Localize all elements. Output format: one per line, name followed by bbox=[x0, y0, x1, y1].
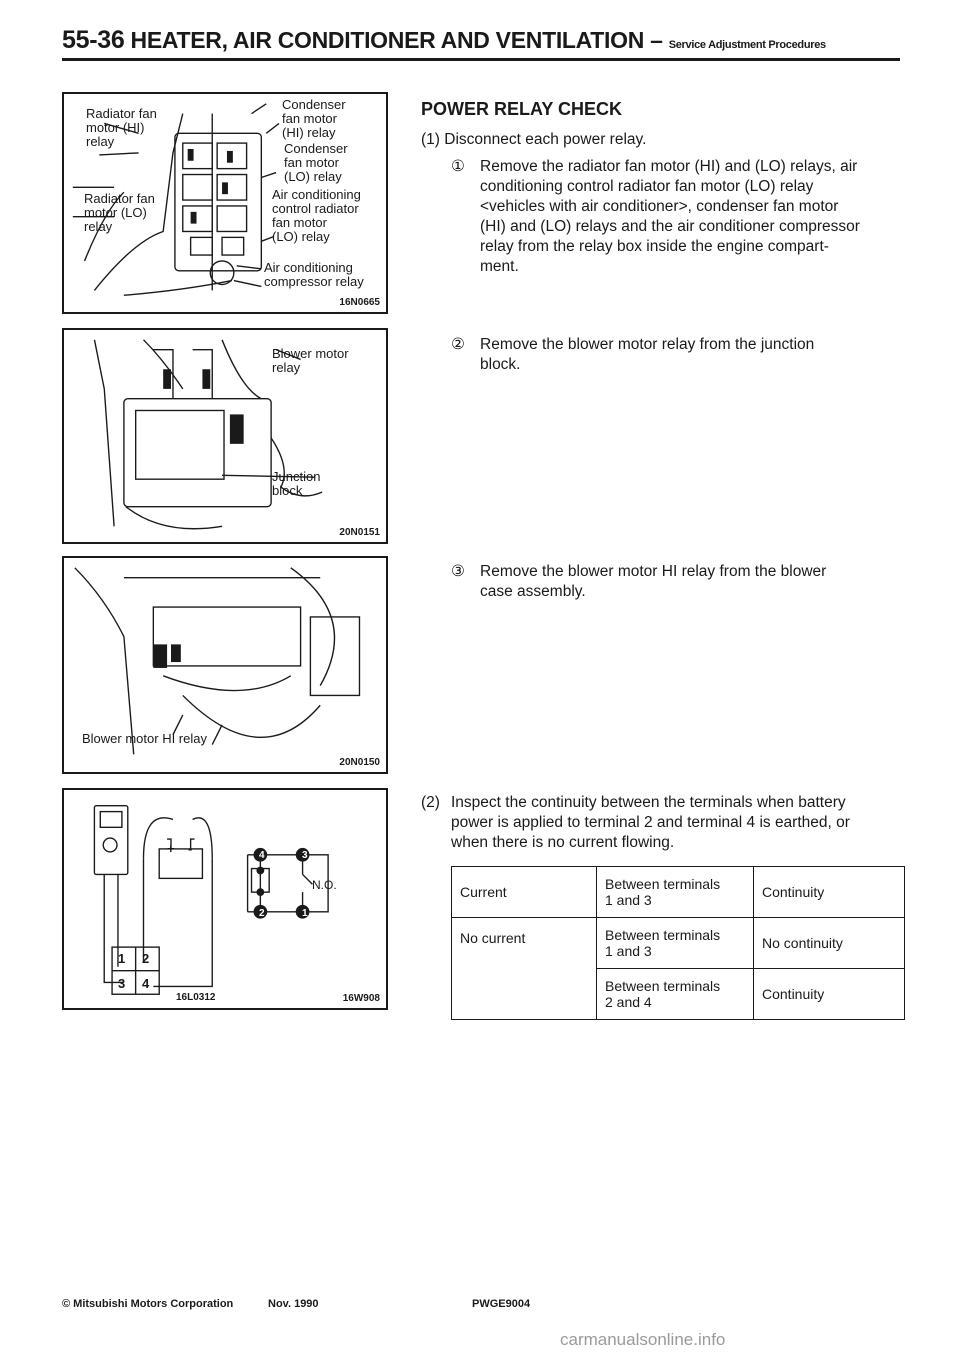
label-blower-motor-relay bbox=[272, 347, 349, 375]
step-1-3-text bbox=[480, 562, 910, 602]
result-cell: No continuity bbox=[754, 918, 905, 969]
step-1-3-number: ③ bbox=[451, 563, 465, 580]
section-subtitle: Service Adjustment Procedures bbox=[668, 39, 826, 51]
label-blower-motor-hi-relay: Blower motor HI relay bbox=[82, 731, 207, 746]
chapter-title: HEATER, AIR CONDITIONER AND VENTILATION bbox=[130, 27, 645, 53]
label-line: relay bbox=[86, 134, 115, 149]
figure-code: 20N0151 bbox=[339, 527, 380, 538]
terminals-cell bbox=[597, 918, 754, 969]
label-ac-compressor-relay bbox=[264, 261, 364, 289]
label-line: relay bbox=[272, 360, 301, 375]
label-line: (HI) relay bbox=[282, 125, 336, 140]
label-line: fan motor bbox=[284, 155, 339, 170]
current-cell: Current bbox=[452, 867, 597, 918]
label-line: (LO) relay bbox=[284, 169, 342, 184]
text-line: (HI) and (LO) relays and the air conditioner compressor bbox=[480, 218, 860, 235]
label-condenser-fan-hi bbox=[282, 98, 346, 140]
text-line: Between terminals bbox=[605, 876, 721, 892]
text-line: Remove the blower motor HI relay from the blower bbox=[480, 563, 827, 580]
result-cell: Continuity bbox=[754, 867, 905, 918]
label-line: Radiator fan bbox=[84, 191, 155, 206]
label-line: Air conditioning bbox=[272, 187, 361, 202]
pin-1: 1 bbox=[302, 908, 308, 919]
text-line: Remove the blower motor relay from the junction bbox=[480, 336, 815, 353]
step-1 bbox=[421, 130, 646, 150]
text-line: relay from the relay box inside the engine compart- bbox=[480, 238, 829, 255]
figure-junction-block bbox=[62, 328, 388, 544]
battery-plus: + bbox=[167, 841, 175, 856]
test-circuit-diagram bbox=[64, 790, 386, 1008]
text-line: block. bbox=[480, 356, 521, 373]
label-line: Air conditioning bbox=[264, 260, 353, 275]
step-2-text bbox=[451, 793, 911, 853]
text-line: Between terminals bbox=[605, 978, 721, 994]
section-title: POWER RELAY CHECK bbox=[421, 99, 623, 119]
label-line: fan motor bbox=[282, 111, 337, 126]
relay-terminal-3: 3 bbox=[118, 976, 126, 991]
label-line: block bbox=[272, 483, 303, 498]
label-line: Junction bbox=[272, 469, 321, 484]
current-cell: No current bbox=[452, 918, 597, 1020]
figure-code: 16W908 bbox=[342, 993, 380, 1004]
text-line: 2 and 4 bbox=[605, 994, 652, 1010]
text-line: <vehicles with air conditioner>, condenser fan motor bbox=[480, 198, 839, 215]
text-line: ment. bbox=[480, 258, 519, 275]
step-2-number: (2) bbox=[421, 794, 440, 811]
terminals-cell bbox=[597, 867, 754, 918]
label-line: Condenser bbox=[282, 97, 346, 112]
label-ac-control-relay bbox=[272, 188, 361, 244]
text-line: 1 and 3 bbox=[605, 892, 652, 908]
figure-relay-box bbox=[62, 92, 388, 314]
footer-code: PWGE9004 bbox=[472, 1298, 531, 1310]
figure-blower-hi-relay bbox=[62, 556, 388, 774]
figure-code-2: 16L0312 bbox=[176, 992, 216, 1003]
step-1-2-text bbox=[480, 335, 910, 375]
label-line: motor (HI) bbox=[86, 120, 145, 135]
figure-test-circuit bbox=[62, 788, 388, 1010]
pin-4: 4 bbox=[259, 850, 265, 861]
continuity-table bbox=[451, 866, 905, 1020]
header-rule bbox=[62, 58, 900, 61]
figure-code: 16N0665 bbox=[339, 297, 380, 308]
page-number: 55-36 bbox=[62, 26, 125, 54]
label-junction-block bbox=[272, 470, 320, 498]
label-line: fan motor bbox=[272, 215, 327, 230]
label-line: relay bbox=[84, 219, 113, 234]
footer-copyright: © Mitsubishi Motors Corporation bbox=[62, 1298, 234, 1310]
label-line: control radiator bbox=[272, 201, 359, 216]
page-header bbox=[62, 26, 826, 55]
text-line: case assembly. bbox=[480, 583, 586, 600]
text-line: conditioning control radiator fan motor (LO) relay bbox=[480, 178, 814, 195]
header-dash: – bbox=[650, 27, 663, 53]
label-radiator-fan-lo bbox=[84, 192, 155, 234]
pin-2: 2 bbox=[259, 908, 265, 919]
normally-open-label: N.O. bbox=[312, 878, 337, 892]
watermark: carmanualsonline.info bbox=[560, 1330, 726, 1349]
label-radiator-fan-hi bbox=[86, 107, 157, 149]
battery-minus: - bbox=[188, 841, 193, 856]
step-1-1-text bbox=[480, 157, 910, 277]
text-line: Between terminals bbox=[605, 927, 721, 943]
relay-terminal-4: 4 bbox=[142, 976, 150, 991]
relay-terminal-1: 1 bbox=[118, 951, 126, 966]
label-condenser-fan-lo bbox=[284, 142, 348, 184]
label-line: Condenser bbox=[284, 141, 348, 156]
text-line: when there is no current flowing. bbox=[451, 834, 675, 851]
relay-terminal-2: 2 bbox=[142, 951, 150, 966]
footer-date: Nov. 1990 bbox=[268, 1298, 319, 1310]
label-line: Radiator fan bbox=[86, 106, 157, 121]
label-line: (LO) relay bbox=[272, 229, 330, 244]
label-line: motor (LO) bbox=[84, 205, 147, 220]
result-cell: Continuity bbox=[754, 969, 905, 1020]
step-1-number: (1) bbox=[421, 131, 440, 148]
step-1-text: Disconnect each power relay. bbox=[444, 131, 647, 148]
text-line: 1 and 3 bbox=[605, 943, 652, 959]
text-line: Inspect the continuity between the terminals when battery bbox=[451, 794, 846, 811]
text-line: Remove the radiator fan motor (HI) and (LO) relays, air bbox=[480, 158, 858, 175]
pin-3: 3 bbox=[302, 850, 308, 861]
figure-code: 20N0150 bbox=[339, 757, 380, 768]
label-line: compressor relay bbox=[264, 274, 364, 289]
table-row bbox=[452, 918, 905, 969]
text-line: power is applied to terminal 2 and terminal 4 is earthed, or bbox=[451, 814, 850, 831]
step-1-1-number: ① bbox=[451, 158, 465, 175]
step-1-2-number: ② bbox=[451, 336, 465, 353]
label-line: Blower motor bbox=[272, 346, 349, 361]
terminals-cell bbox=[597, 969, 754, 1020]
table-row bbox=[452, 867, 905, 918]
